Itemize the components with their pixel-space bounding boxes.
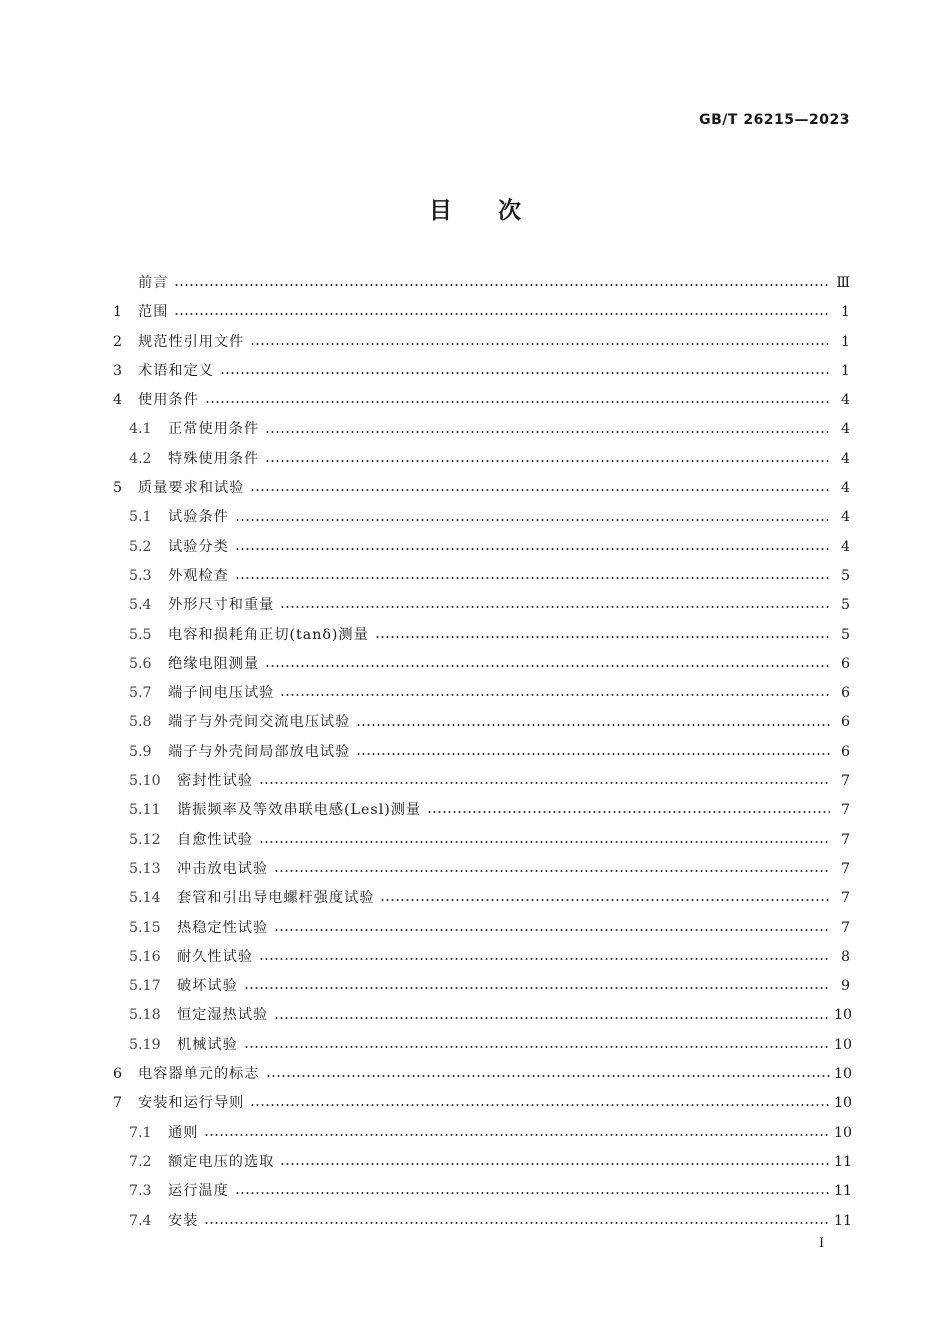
toc-entry-number: 5.16: [129, 948, 161, 965]
toc-entry-title: 耐久性试验: [177, 948, 253, 965]
toc-entry-page: 8: [840, 948, 850, 965]
toc-entry[interactable]: [113, 357, 850, 386]
toc-entry-number: 5.5: [129, 626, 152, 643]
toc-entry-title: 端子与外壳间交流电压试验: [168, 714, 351, 731]
dot-leader: [356, 724, 830, 726]
toc-entry[interactable]: [113, 855, 850, 884]
toc-entry[interactable]: [113, 914, 850, 943]
dot-leader: [250, 489, 830, 491]
toc-entry[interactable]: [113, 503, 850, 532]
toc-entry-title: 破坏试验: [177, 978, 238, 995]
toc-entry-number: 5.8: [129, 714, 152, 731]
dot-leader: [204, 1222, 830, 1224]
toc-entry-title: 范围: [138, 304, 169, 321]
toc-entry-page: 1: [840, 304, 850, 321]
dot-leader: [235, 548, 830, 550]
toc-entry-page: 10: [834, 1036, 853, 1053]
toc-entry-title: 热稳定性试验: [177, 919, 269, 936]
toc-entry-title: 电容器单元的标志: [138, 1066, 260, 1083]
page-number: I: [819, 1236, 825, 1251]
dot-leader: [265, 431, 830, 433]
title-char-2: 次: [498, 198, 521, 224]
toc-entry-title: 密封性试验: [177, 773, 253, 790]
toc-entry-number: 5.4: [129, 597, 152, 614]
dot-leader: [250, 1104, 830, 1106]
toc-entry-number: 5.6: [129, 655, 152, 672]
dot-leader: [427, 811, 830, 813]
toc-entry-page: 1: [840, 333, 850, 350]
toc-entry[interactable]: [113, 738, 850, 767]
toc-entry-number: 5.17: [129, 978, 161, 995]
toc-entry[interactable]: [113, 621, 850, 650]
dot-leader: [220, 372, 830, 374]
toc-entry[interactable]: [113, 708, 850, 737]
dot-leader: [274, 1017, 830, 1019]
dot-leader: [274, 929, 830, 931]
toc-entry-page: 7: [840, 773, 850, 790]
dot-leader: [259, 782, 830, 784]
dot-leader: [265, 460, 830, 462]
toc-entry-number: 5.10: [129, 773, 161, 790]
dot-leader: [235, 519, 830, 521]
toc-entry-number: 5.3: [129, 567, 152, 584]
toc-entry-title: 绝缘电阻测量: [168, 655, 260, 672]
toc-entry[interactable]: [113, 474, 850, 503]
dot-leader: [250, 343, 830, 345]
toc-entry-title: 端子间电压试验: [168, 685, 275, 702]
toc-entry-number: 5.14: [129, 890, 161, 907]
toc-entry-page: 11: [834, 1183, 853, 1200]
dot-leader: [235, 577, 830, 579]
toc-entry-title: 机械试验: [177, 1036, 238, 1053]
toc-entry-title: 正常使用条件: [168, 421, 260, 438]
toc-entry-number: 5.11: [129, 802, 161, 819]
toc-entry[interactable]: [113, 562, 850, 591]
toc-entry-page: 10: [834, 1066, 853, 1083]
toc-entry-page: 6: [840, 655, 850, 672]
toc-entry-page: 7: [840, 919, 850, 936]
dot-leader: [265, 665, 830, 667]
toc-entry-page: 4: [840, 538, 850, 555]
toc-entry-number: 7.1: [129, 1124, 152, 1141]
toc-entry-page: 7: [840, 831, 850, 848]
toc-entry-number: 4.1: [129, 421, 152, 438]
toc-entry-number: 7: [113, 1095, 123, 1112]
dot-leader: [356, 753, 830, 755]
toc-entry-page: 10: [834, 1124, 853, 1141]
dot-leader: [205, 401, 830, 403]
toc-entry[interactable]: [113, 1089, 853, 1118]
toc-entry-page: 7: [840, 890, 850, 907]
toc-entry-page: 4: [840, 450, 850, 467]
dot-leader: [380, 899, 830, 901]
title-char-1: 目: [429, 198, 452, 224]
toc-entry-page: Ⅲ: [836, 275, 850, 291]
toc-entry[interactable]: [113, 1148, 853, 1177]
toc-entry-page: 4: [840, 392, 850, 409]
toc-entry-title: 端子与外壳间局部放电试验: [168, 743, 351, 760]
toc-entry-number: 5.7: [129, 685, 152, 702]
toc-entry[interactable]: [113, 796, 850, 825]
toc-entry-title: 套管和引出导电螺杆强度试验: [177, 890, 375, 907]
page-title: [0, 192, 950, 225]
dot-leader: [235, 1192, 830, 1194]
toc-entry-number: 5: [113, 480, 123, 497]
toc-entry-title: 恒定湿热试验: [177, 1007, 269, 1024]
toc-entry[interactable]: [113, 679, 850, 708]
table-of-contents: [113, 269, 853, 1236]
toc-entry-page: 4: [840, 480, 850, 497]
toc-entry-number: 5.2: [129, 538, 152, 555]
toc-entry-number: 2: [113, 333, 123, 350]
dot-leader: [174, 313, 830, 315]
toc-entry[interactable]: [113, 298, 850, 327]
toc-entry[interactable]: [113, 591, 850, 620]
dot-leader: [244, 987, 830, 989]
toc-entry-page: 4: [840, 421, 850, 438]
toc-entry-title: 使用条件: [138, 392, 199, 409]
toc-entry-title: 规范性引用文件: [138, 333, 245, 350]
toc-entry-title: 安装: [168, 1212, 199, 1229]
toc-entry-number: 5.15: [129, 919, 161, 936]
toc-entry-number: 7.3: [129, 1183, 152, 1200]
toc-entry-title: 试验条件: [168, 509, 229, 526]
toc-entry-number: 5.9: [129, 743, 152, 760]
toc-entry[interactable]: [113, 533, 850, 562]
dot-leader: [266, 1075, 830, 1077]
toc-entry-page: 6: [840, 743, 850, 760]
toc-entry-title: 冲击放电试验: [177, 860, 269, 877]
dot-leader: [244, 1046, 830, 1048]
toc-entry-number: 4: [113, 392, 123, 409]
toc-entry-title: 外观检查: [168, 567, 229, 584]
standard-code: GB/T 26215—2023: [699, 112, 850, 128]
dot-leader: [280, 606, 830, 608]
dot-leader: [259, 841, 830, 843]
toc-entry[interactable]: [113, 386, 850, 415]
dot-leader: [274, 870, 830, 872]
toc-entry[interactable]: [113, 1207, 853, 1236]
toc-entry-title: 外形尺寸和重量: [168, 597, 275, 614]
toc-entry-page: 1: [840, 362, 850, 379]
toc-entry[interactable]: [113, 650, 850, 679]
toc-entry-page: 11: [834, 1212, 853, 1229]
toc-entry-title: 质量要求和试验: [138, 480, 245, 497]
toc-entry-number: 3: [113, 362, 123, 379]
toc-entry-title: 运行温度: [168, 1183, 229, 1200]
toc-entry-page: 5: [840, 567, 850, 584]
toc-entry[interactable]: [113, 1031, 853, 1060]
toc-entry[interactable]: [113, 1119, 853, 1148]
toc-entry-title: 额定电压的选取: [168, 1153, 275, 1170]
toc-entry[interactable]: [113, 1060, 853, 1089]
toc-entry-number: 5.19: [129, 1036, 161, 1053]
dot-leader: [204, 1134, 830, 1136]
dot-leader: [259, 958, 830, 960]
toc-entry-number: 5.13: [129, 860, 161, 877]
toc-entry[interactable]: [113, 884, 850, 913]
toc-entry-page: 5: [840, 626, 850, 643]
toc-entry-page: 4: [840, 509, 850, 526]
toc-entry[interactable]: [113, 826, 850, 855]
toc-entry-page: 7: [840, 802, 850, 819]
toc-entry-title: 电容和损耗角正切(tanδ)测量: [168, 626, 369, 643]
toc-entry[interactable]: [113, 1001, 853, 1030]
toc-entry-title: 安装和运行导则: [138, 1095, 245, 1112]
toc-entry-title: 术语和定义: [138, 362, 214, 379]
toc-entry-number: 5.1: [129, 509, 152, 526]
toc-entry-page: 11: [834, 1153, 853, 1170]
toc-entry-number: 5.18: [129, 1007, 161, 1024]
toc-entry[interactable]: [113, 767, 850, 796]
toc-entry[interactable]: [113, 415, 850, 444]
toc-entry-page: 5: [840, 597, 850, 614]
toc-entry-page: 10: [834, 1007, 853, 1024]
toc-entry[interactable]: [113, 1177, 853, 1206]
dot-leader: [174, 284, 830, 286]
toc-entry-page: 10: [834, 1095, 853, 1112]
toc-entry-number: 6: [113, 1066, 123, 1083]
toc-entry[interactable]: [113, 328, 850, 357]
toc-entry[interactable]: [113, 972, 850, 1001]
toc-entry-title: 前言: [138, 275, 169, 291]
dot-leader: [280, 1163, 830, 1165]
toc-entry[interactable]: [113, 445, 850, 474]
toc-entry-page: 6: [840, 685, 850, 702]
toc-entry-number: 4.2: [129, 450, 152, 467]
toc-entry-number: 1: [113, 304, 123, 321]
toc-entry-number: 7.4: [129, 1212, 152, 1229]
toc-entry-number: 5.12: [129, 831, 161, 848]
dot-leader: [280, 694, 830, 696]
toc-entry-title: 谐振频率及等效串联电感(Lesl)测量: [177, 802, 422, 819]
toc-entry-page: 9: [840, 978, 850, 995]
toc-entry[interactable]: [113, 269, 850, 298]
dot-leader: [375, 636, 830, 638]
toc-entry-title: 特殊使用条件: [168, 450, 260, 467]
toc-entry-title: 试验分类: [168, 538, 229, 555]
toc-entry-page: 7: [840, 860, 850, 877]
toc-entry-title: 通则: [168, 1124, 199, 1141]
toc-entry[interactable]: [113, 943, 850, 972]
toc-entry-number: 7.2: [129, 1153, 152, 1170]
toc-entry-page: 6: [840, 714, 850, 731]
toc-entry-title: 自愈性试验: [177, 831, 253, 848]
